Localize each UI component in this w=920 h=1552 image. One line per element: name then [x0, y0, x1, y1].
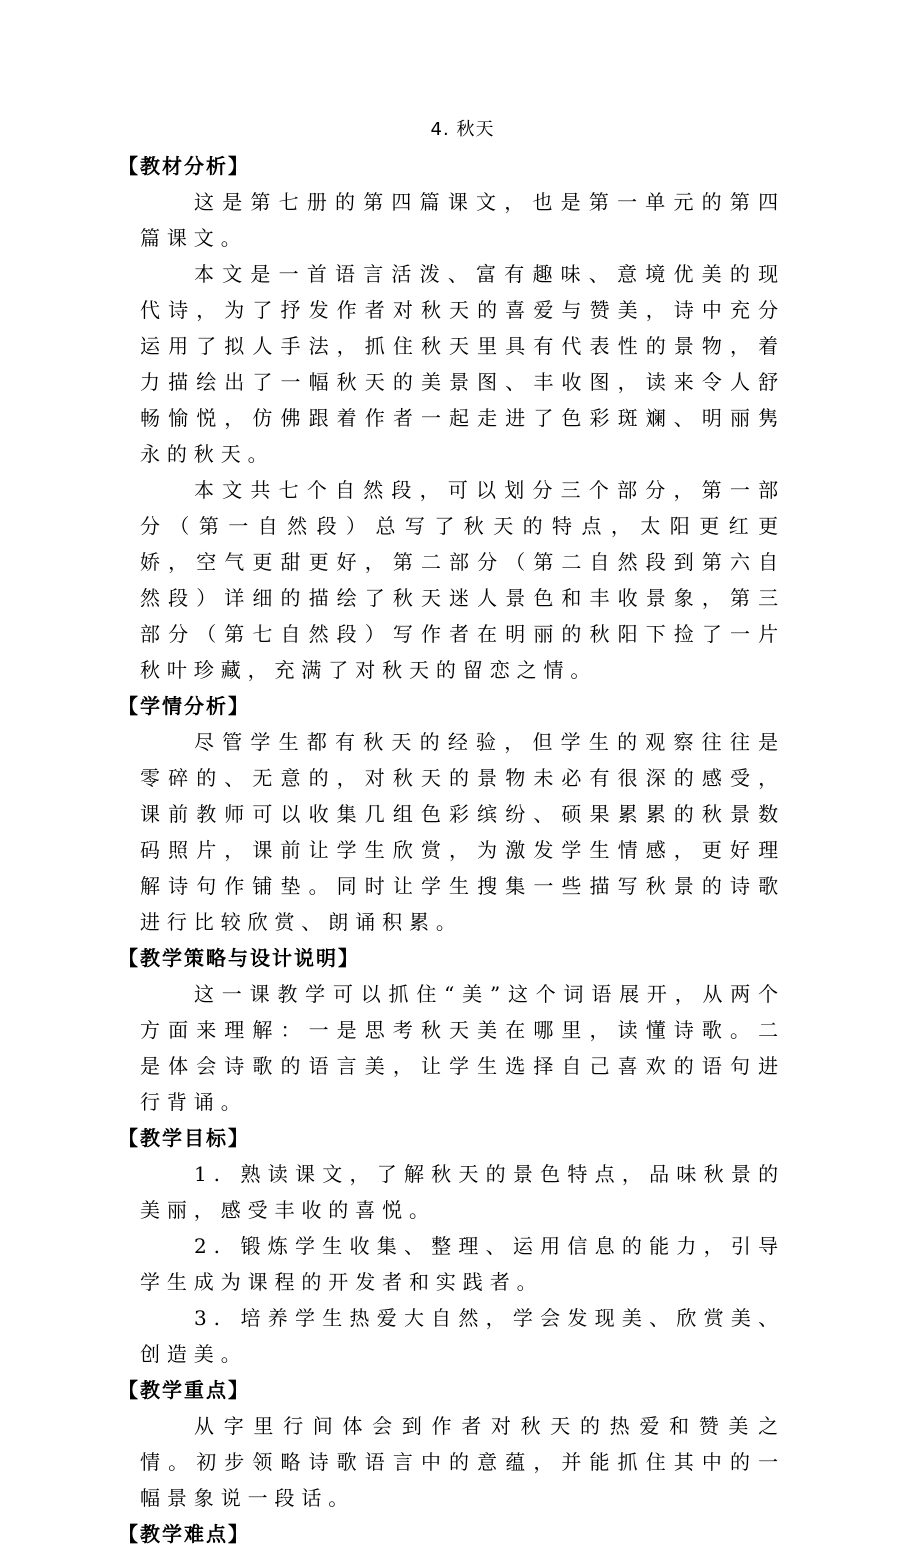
paragraph: 本文是一首语言活泼、富有趣味、意境优美的现代诗，为了抒发作者对秋天的喜爱与赞美，诗中充分运用了拟人手法，抓住秋天里具有代表性的景物，着力描绘出了一幅秋天的美景图、丰收图，读来令人舒畅愉悦，仿佛跟着作者一起走进了色彩斑斓、明丽隽永的秋天。	[140, 262, 785, 466]
paragraph: 尽管学生都有秋天的经验，但学生的观察往往是零碎的、无意的，对秋天的景物未必有很深的感受，课前教师可以收集几组色彩缤纷、硕果累累的秋景数码照片，课前让学生欣赏，为激发学生情感，更好理解诗句作铺垫。同时让学生搜集一些描写秋景的诗歌进行比较欣赏、朗诵积累。	[140, 730, 785, 934]
paragraph: 从字里行间体会到作者对秋天的热爱和赞美之情。初步领略诗歌语言中的意蕴，并能抓住其中的一幅景象说一段话。	[140, 1414, 785, 1510]
section-heading: 【教学策略与设计说明】	[118, 946, 360, 970]
list-item: 2. 锻炼学生收集、整理、运用信息的能力，引导学生成为课程的开发者和实践者。	[140, 1234, 785, 1294]
section-heading: 【教学难点】	[118, 1522, 250, 1546]
document-page	[118, 112, 785, 1552]
section-heading: 【教学目标】	[118, 1126, 250, 1150]
document-title: 4. 秋天	[430, 119, 495, 140]
paragraph: 本文共七个自然段，可以划分三个部分，第一部分（第一自然段）总写了秋天的特点，太阳更红更娇，空气更甜更好，第二部分（第二自然段到第六自然段）详细的描绘了秋天迷人景色和丰收景象，第三部分（第七自然段）写作者在明丽的秋阳下捡了一片秋叶珍藏，充满了对秋天的留恋之情。	[140, 478, 785, 682]
section-heading: 【学情分析】	[118, 694, 250, 718]
list-item: 3. 培养学生热爱大自然，学会发现美、欣赏美、创造美。	[140, 1306, 785, 1366]
list-item: 1. 熟读课文，了解秋天的景色特点，品味秋景的美丽，感受丰收的喜悦。	[140, 1162, 785, 1222]
paragraph: 这是第七册的第四篇课文，也是第一单元的第四篇课文。	[140, 190, 785, 250]
section-heading: 【教学重点】	[118, 1378, 250, 1402]
paragraph: 这一课教学可以抓住“美”这个词语展开，从两个方面来理解：一是思考秋天美在哪里，读懂诗歌。二是体会诗歌的语言美，让学生选择自己喜欢的语句进行背诵。	[140, 982, 785, 1114]
section-heading: 【教材分析】	[118, 154, 250, 178]
